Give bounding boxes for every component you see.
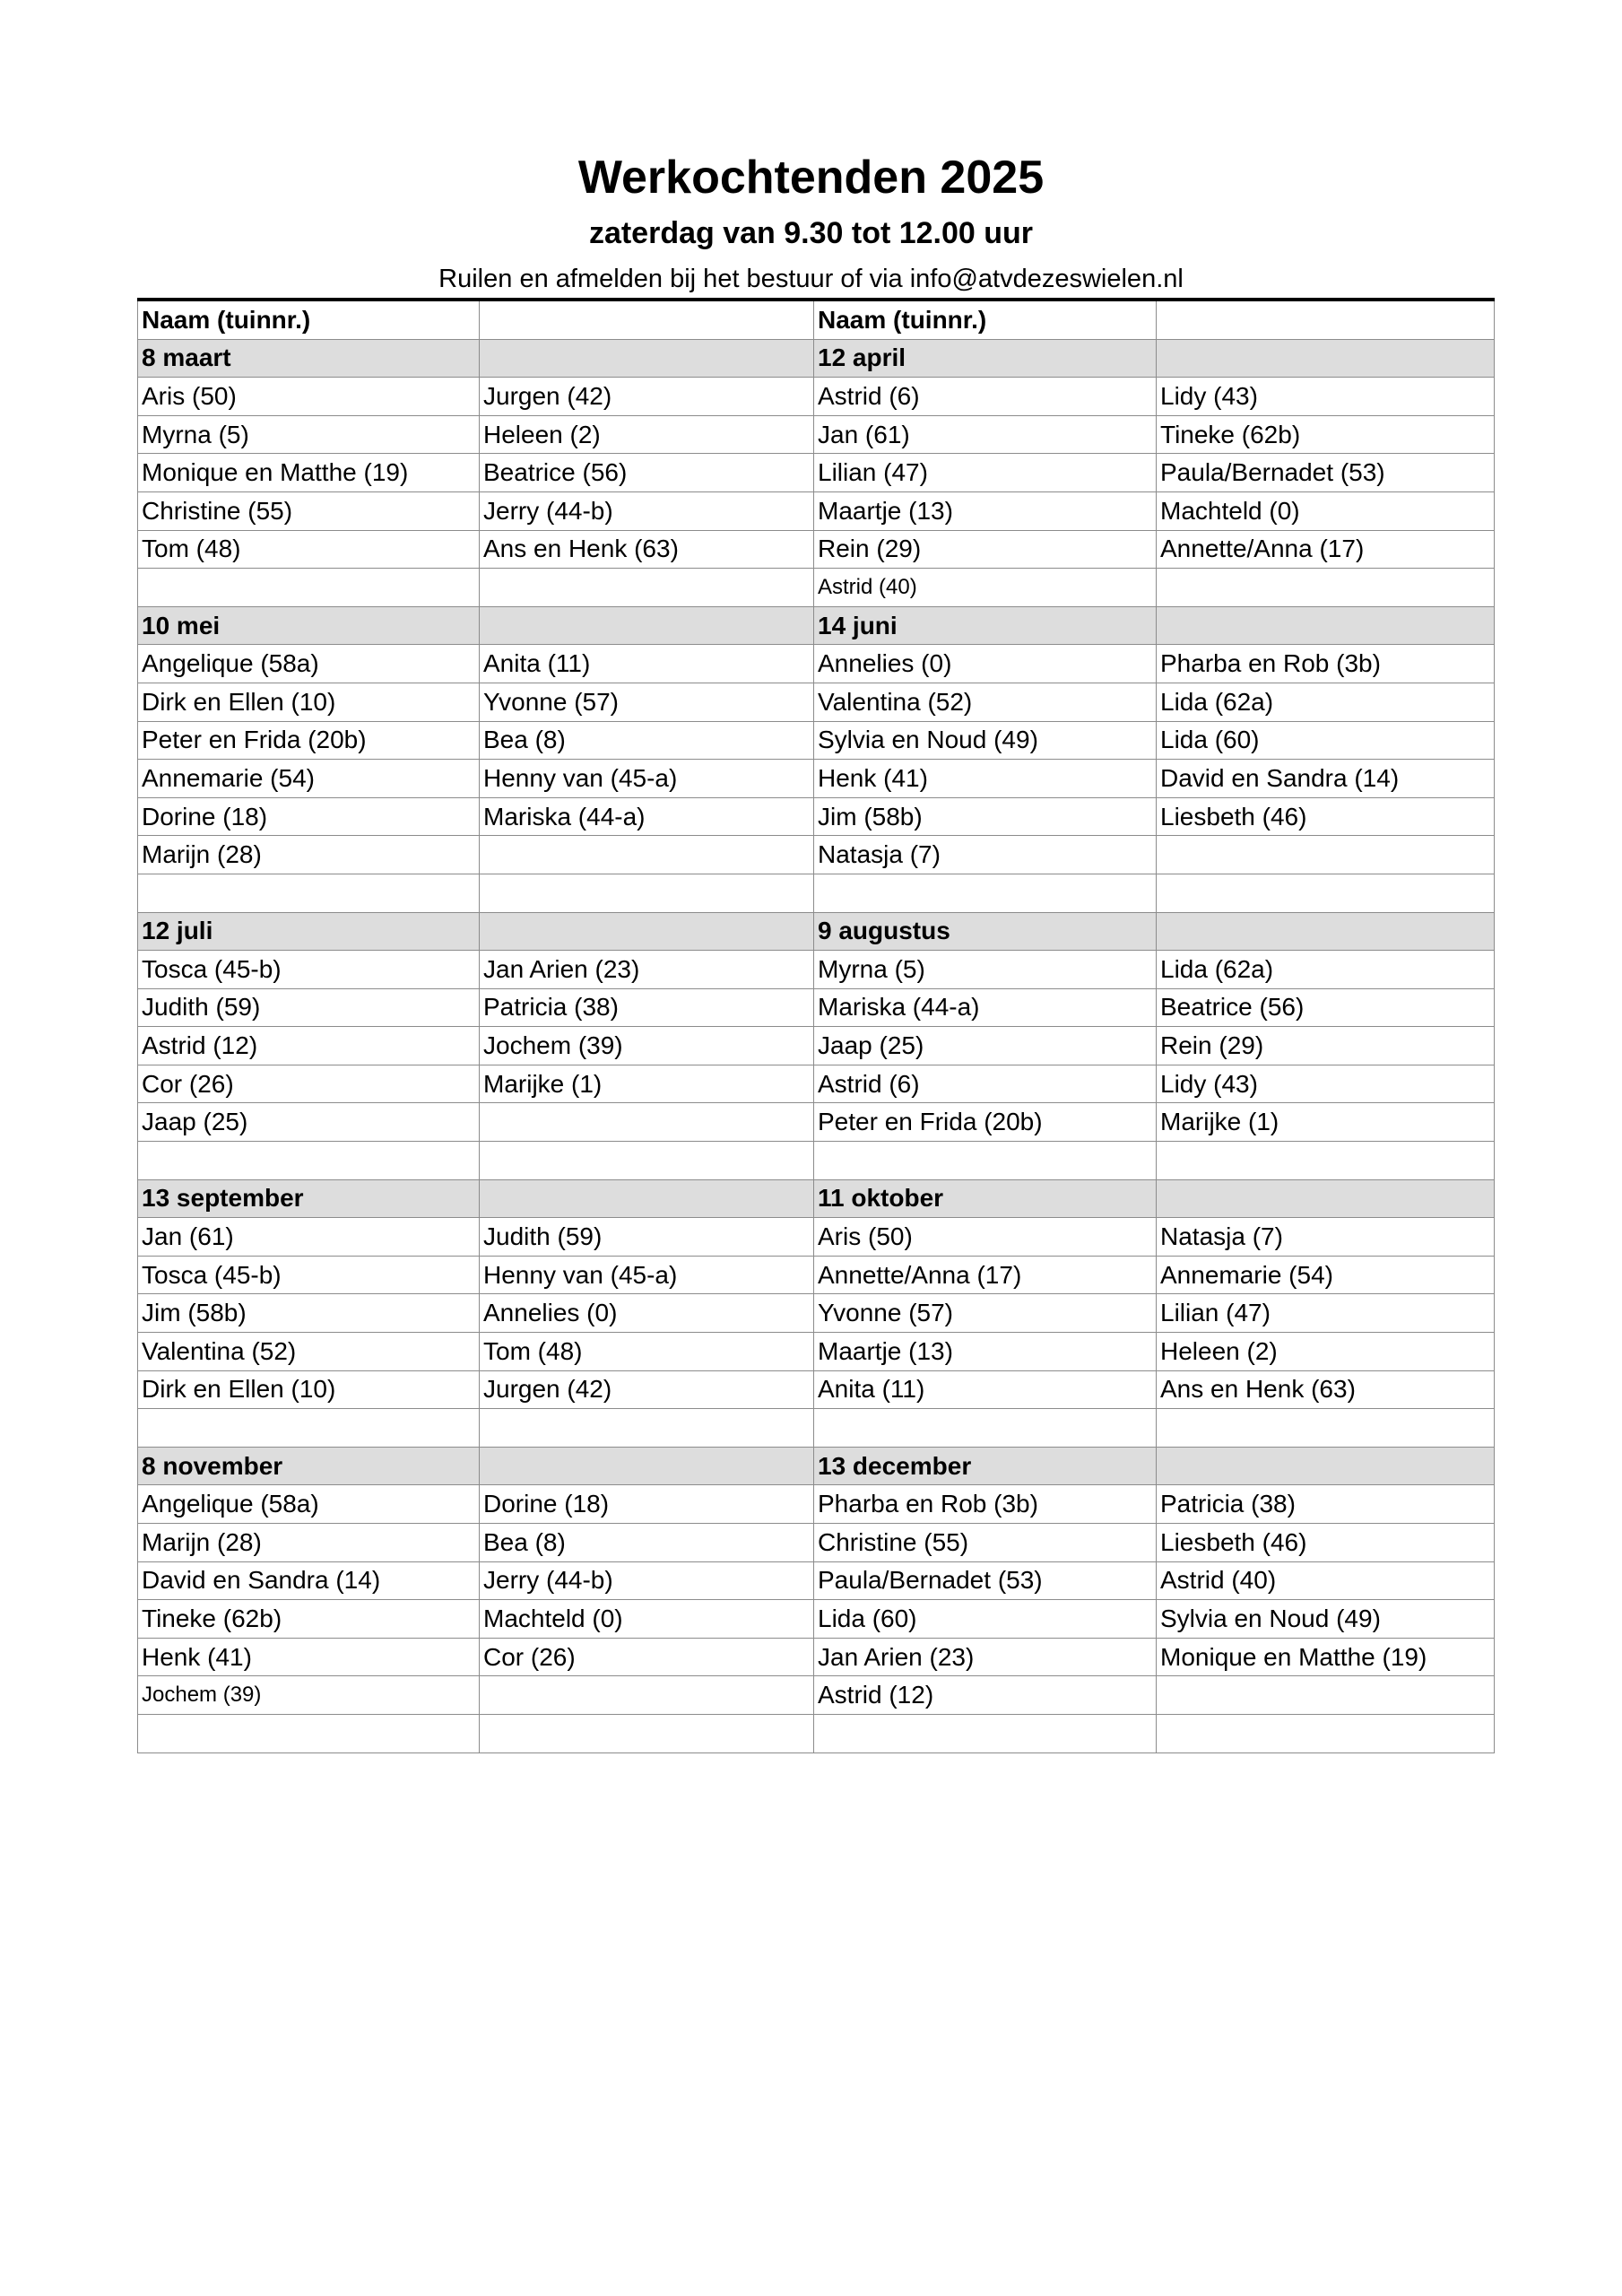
name-cell: Cor (26) — [480, 1638, 814, 1676]
name-cell: Annette/Anna (17) — [1157, 530, 1495, 569]
name-cell: Annelies (0) — [814, 645, 1157, 683]
name-cell: Henk (41) — [138, 1638, 480, 1676]
name-cell: Jaap (25) — [138, 1103, 480, 1142]
name-row — [138, 1142, 1495, 1180]
header-row — [138, 300, 1495, 339]
name-cell: Aris (50) — [814, 1218, 1157, 1257]
schedule-table — [137, 298, 1495, 1753]
name-cell — [1157, 1714, 1495, 1752]
date-row — [138, 1179, 1495, 1218]
name-cell — [138, 569, 480, 607]
name-cell: Mariska (44-a) — [480, 797, 814, 836]
date-cell — [480, 339, 814, 378]
name-cell: Bea (8) — [480, 721, 814, 760]
name-cell: Astrid (12) — [814, 1676, 1157, 1715]
schedule-body — [138, 300, 1495, 1752]
name-cell: Ans en Henk (63) — [1157, 1370, 1495, 1409]
name-cell: Jim (58b) — [814, 797, 1157, 836]
name-cell: Peter en Frida (20b) — [138, 721, 480, 760]
name-cell: David en Sandra (14) — [138, 1561, 480, 1600]
name-cell: Monique en Matthe (19) — [138, 454, 480, 492]
name-cell — [814, 1142, 1157, 1180]
date-cell — [1157, 606, 1495, 645]
name-cell: Dirk en Ellen (10) — [138, 1370, 480, 1409]
name-cell — [1157, 569, 1495, 607]
name-row — [138, 1714, 1495, 1752]
name-cell: Machteld (0) — [480, 1600, 814, 1639]
name-cell: Jochem (39) — [480, 1027, 814, 1065]
name-cell: Tineke (62b) — [138, 1600, 480, 1639]
name-cell: Jerry (44-b) — [480, 1561, 814, 1600]
name-cell: Machteld (0) — [1157, 491, 1495, 530]
name-cell: Lidy (43) — [1157, 1065, 1495, 1103]
name-cell: Yvonne (57) — [480, 683, 814, 721]
name-cell: Myrna (5) — [138, 415, 480, 454]
name-cell: Liesbeth (46) — [1157, 1524, 1495, 1562]
name-cell: Rein (29) — [1157, 1027, 1495, 1065]
date-cell: 12 juli — [138, 912, 480, 951]
name-cell: Jerry (44-b) — [480, 491, 814, 530]
name-row — [138, 683, 1495, 721]
page-subtitle: zaterdag van 9.30 tot 12.00 uur — [588, 216, 1034, 250]
name-row — [138, 1218, 1495, 1257]
name-cell: Annelies (0) — [480, 1294, 814, 1333]
name-cell: Henny van (45-a) — [480, 760, 814, 798]
name-cell: Lida (60) — [1157, 721, 1495, 760]
header-cell: Naam (tuinnr.) — [138, 300, 480, 339]
name-cell: Tom (48) — [138, 530, 480, 569]
name-cell: Astrid (40) — [1157, 1561, 1495, 1600]
name-cell: Judith (59) — [138, 988, 480, 1027]
name-cell: Marijke (1) — [480, 1065, 814, 1103]
name-cell: Monique en Matthe (19) — [1157, 1638, 1495, 1676]
name-cell: Lida (62a) — [1157, 683, 1495, 721]
name-row — [138, 378, 1495, 416]
name-cell: Tosca (45-b) — [138, 951, 480, 989]
name-cell: Lida (60) — [814, 1600, 1157, 1639]
name-cell: Lidy (43) — [1157, 378, 1495, 416]
name-cell — [814, 874, 1157, 912]
name-cell: Heleen (2) — [1157, 1333, 1495, 1371]
date-cell — [1157, 339, 1495, 378]
name-cell: Astrid (40) — [814, 569, 1157, 607]
name-row — [138, 1027, 1495, 1065]
date-cell — [480, 606, 814, 645]
name-cell: Lida (62a) — [1157, 951, 1495, 989]
name-row — [138, 1294, 1495, 1333]
name-cell: Judith (59) — [480, 1218, 814, 1257]
date-cell — [480, 1179, 814, 1218]
name-cell: Anita (11) — [814, 1370, 1157, 1409]
name-cell: Sylvia en Noud (49) — [1157, 1600, 1495, 1639]
name-cell: Christine (55) — [138, 491, 480, 530]
date-row — [138, 606, 1495, 645]
header-cell — [1157, 300, 1495, 339]
name-cell: Jan (61) — [138, 1218, 480, 1257]
name-cell: Lilian (47) — [814, 454, 1157, 492]
date-cell — [1157, 1179, 1495, 1218]
date-cell: 14 juni — [814, 606, 1157, 645]
name-cell — [480, 1103, 814, 1142]
name-row — [138, 645, 1495, 683]
name-cell: Paula/Bernadet (53) — [1157, 454, 1495, 492]
name-cell: Astrid (6) — [814, 378, 1157, 416]
name-cell: Heleen (2) — [480, 415, 814, 454]
name-cell: Henny van (45-a) — [480, 1256, 814, 1294]
name-row — [138, 1600, 1495, 1639]
name-row — [138, 721, 1495, 760]
date-cell — [1157, 912, 1495, 951]
date-cell: 11 oktober — [814, 1179, 1157, 1218]
name-row — [138, 1333, 1495, 1371]
name-cell: David en Sandra (14) — [1157, 760, 1495, 798]
name-cell: Henk (41) — [814, 760, 1157, 798]
name-row — [138, 1561, 1495, 1600]
name-row — [138, 874, 1495, 912]
name-cell: Annemarie (54) — [138, 760, 480, 798]
name-cell: Dorine (18) — [480, 1485, 814, 1524]
name-cell — [480, 1142, 814, 1180]
name-cell: Jan Arien (23) — [814, 1638, 1157, 1676]
page-title: Werkochtenden 2025 — [577, 152, 1045, 204]
name-row — [138, 1485, 1495, 1524]
name-row — [138, 1676, 1495, 1715]
name-cell: Ans en Henk (63) — [480, 530, 814, 569]
date-cell: 13 december — [814, 1447, 1157, 1485]
name-row — [138, 1638, 1495, 1676]
name-cell — [480, 874, 814, 912]
name-row — [138, 760, 1495, 798]
date-row — [138, 339, 1495, 378]
name-row — [138, 1524, 1495, 1562]
name-cell: Tom (48) — [480, 1333, 814, 1371]
name-cell: Jochem (39) — [138, 1676, 480, 1715]
name-cell: Annette/Anna (17) — [814, 1256, 1157, 1294]
name-cell: Pharba en Rob (3b) — [814, 1485, 1157, 1524]
header-cell: Naam (tuinnr.) — [814, 300, 1157, 339]
contact-note: Ruilen en afmelden bij het bestuur of via info@atvdezeswielen.nl — [438, 265, 1184, 293]
date-cell: 8 november — [138, 1447, 480, 1485]
date-cell: 9 augustus — [814, 912, 1157, 951]
name-cell: Jurgen (42) — [480, 1370, 814, 1409]
name-cell: Jurgen (42) — [480, 378, 814, 416]
name-row — [138, 797, 1495, 836]
date-cell: 8 maart — [138, 339, 480, 378]
name-cell: Dorine (18) — [138, 797, 480, 836]
name-cell: Aris (50) — [138, 378, 480, 416]
name-cell — [1157, 1142, 1495, 1180]
header-cell — [480, 300, 814, 339]
name-row — [138, 988, 1495, 1027]
name-row — [138, 415, 1495, 454]
name-cell: Marijn (28) — [138, 836, 480, 874]
name-cell: Cor (26) — [138, 1065, 480, 1103]
name-cell — [138, 1142, 480, 1180]
name-row — [138, 836, 1495, 874]
name-cell: Beatrice (56) — [480, 454, 814, 492]
name-cell — [138, 1714, 480, 1752]
name-cell: Tineke (62b) — [1157, 415, 1495, 454]
name-cell: Myrna (5) — [814, 951, 1157, 989]
date-row — [138, 1447, 1495, 1485]
name-row — [138, 1370, 1495, 1409]
name-cell — [480, 1714, 814, 1752]
name-row — [138, 1256, 1495, 1294]
name-row — [138, 530, 1495, 569]
name-cell: Patricia (38) — [480, 988, 814, 1027]
date-cell — [1157, 1447, 1495, 1485]
name-cell: Annemarie (54) — [1157, 1256, 1495, 1294]
name-cell — [138, 1409, 480, 1448]
date-cell: 13 september — [138, 1179, 480, 1218]
name-cell: Patricia (38) — [1157, 1485, 1495, 1524]
name-cell — [1157, 1676, 1495, 1715]
name-cell: Pharba en Rob (3b) — [1157, 645, 1495, 683]
date-row — [138, 912, 1495, 951]
name-cell: Lilian (47) — [1157, 1294, 1495, 1333]
name-cell: Jan Arien (23) — [480, 951, 814, 989]
name-row — [138, 951, 1495, 989]
name-cell — [1157, 836, 1495, 874]
name-row — [138, 454, 1495, 492]
name-cell: Tosca (45-b) — [138, 1256, 480, 1294]
name-cell: Angelique (58a) — [138, 1485, 480, 1524]
name-cell: Astrid (12) — [138, 1027, 480, 1065]
name-cell — [1157, 1409, 1495, 1448]
name-cell: Dirk en Ellen (10) — [138, 683, 480, 721]
date-cell: 10 mei — [138, 606, 480, 645]
name-cell: Sylvia en Noud (49) — [814, 721, 1157, 760]
name-cell: Jim (58b) — [138, 1294, 480, 1333]
name-cell: Anita (11) — [480, 645, 814, 683]
name-row — [138, 569, 1495, 607]
name-row — [138, 1103, 1495, 1142]
name-row — [138, 1409, 1495, 1448]
name-cell — [138, 874, 480, 912]
name-cell: Maartje (13) — [814, 1333, 1157, 1371]
name-cell — [480, 569, 814, 607]
name-row — [138, 491, 1495, 530]
name-cell: Jaap (25) — [814, 1027, 1157, 1065]
name-cell: Natasja (7) — [1157, 1218, 1495, 1257]
name-cell: Beatrice (56) — [1157, 988, 1495, 1027]
name-cell: Jan (61) — [814, 415, 1157, 454]
name-cell: Bea (8) — [480, 1524, 814, 1562]
name-cell: Marijn (28) — [138, 1524, 480, 1562]
name-cell: Astrid (6) — [814, 1065, 1157, 1103]
name-cell — [814, 1409, 1157, 1448]
name-cell: Mariska (44-a) — [814, 988, 1157, 1027]
name-cell: Yvonne (57) — [814, 1294, 1157, 1333]
name-cell — [814, 1714, 1157, 1752]
name-cell: Angelique (58a) — [138, 645, 480, 683]
name-cell: Natasja (7) — [814, 836, 1157, 874]
name-cell — [480, 1409, 814, 1448]
name-cell — [480, 836, 814, 874]
name-cell: Valentina (52) — [138, 1333, 480, 1371]
name-cell: Marijke (1) — [1157, 1103, 1495, 1142]
name-cell — [480, 1676, 814, 1715]
date-cell — [480, 912, 814, 951]
date-cell — [480, 1447, 814, 1485]
name-row — [138, 1065, 1495, 1103]
name-cell: Valentina (52) — [814, 683, 1157, 721]
name-cell: Paula/Bernadet (53) — [814, 1561, 1157, 1600]
name-cell: Rein (29) — [814, 530, 1157, 569]
name-cell: Maartje (13) — [814, 491, 1157, 530]
date-cell: 12 april — [814, 339, 1157, 378]
name-cell: Liesbeth (46) — [1157, 797, 1495, 836]
name-cell: Peter en Frida (20b) — [814, 1103, 1157, 1142]
name-cell — [1157, 874, 1495, 912]
name-cell: Christine (55) — [814, 1524, 1157, 1562]
